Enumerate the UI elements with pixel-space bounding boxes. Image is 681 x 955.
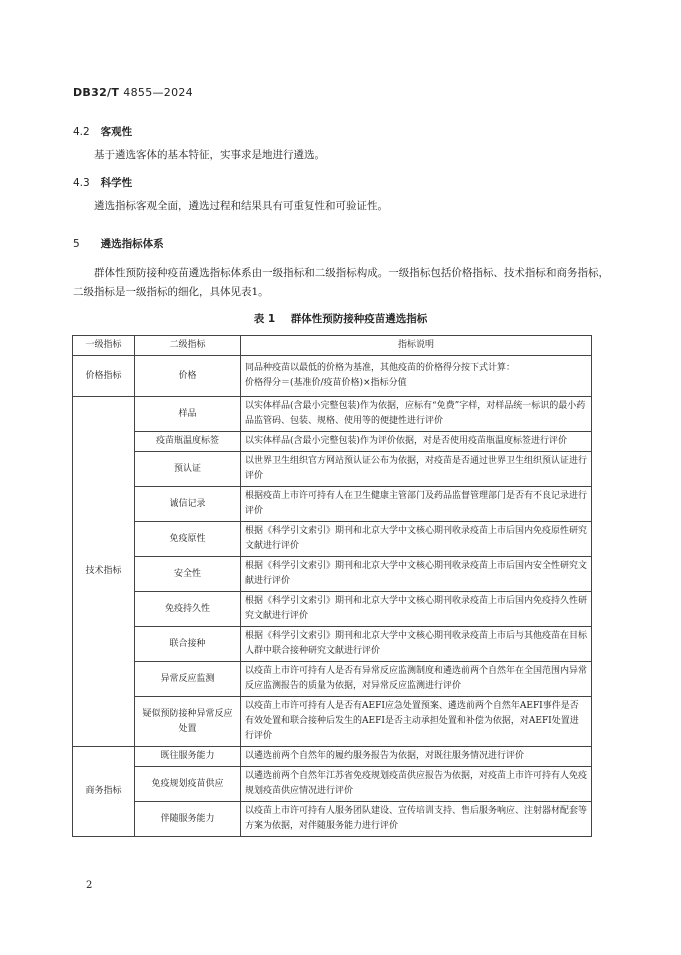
table-row: [73, 802, 592, 837]
level2-cell: 疑似预防接种异常反应处置: [135, 697, 241, 747]
header-cell: 指标说明: [241, 336, 592, 356]
table-caption: [0, 311, 681, 326]
level2-cell: 免疫持久性: [135, 592, 241, 627]
description-cell: 以世界卫生组织官方网站预认证公布为依据，对疫苗是否通过世界卫生组织预认证进行评价: [241, 452, 592, 487]
section-body-5: 群体性预防接种疫苗遴选指标体系由一级指标和二级指标构成。一级指标包括价格指标、技术指标和商务指标，二级指标是一级指标的细化，具体见表1。: [73, 267, 609, 298]
section-body-4-3: 遴选指标客观全面，遴选过程和结果具有可重复性和可验证性。: [94, 200, 388, 212]
description-cell: 根据《科学引文索引》期刊和北京大学中文核心期刊收录疫苗上市后国内安全性研究文献进行评价: [241, 557, 592, 592]
description-cell: 根据《科学引文索引》期刊和北京大学中文核心期刊收录疫苗上市后国内免疫原性研究文献进行评价: [241, 522, 592, 557]
level2-cell: 安全性: [135, 557, 241, 592]
section-title: 科学性: [100, 177, 133, 189]
description-cell: 以遴选前两个自然年的履约服务报告为依据，对既往服务情况进行评价: [241, 747, 592, 767]
standard-prefix: DB32/T: [73, 86, 120, 99]
description-cell: 以疫苗上市许可持有人是否有异常反应监测制度和遴选前两个自然年在全国范围内异常反应监测报告的质量为依据，对异常反应监测进行评价: [241, 662, 592, 697]
table-row: [73, 592, 592, 627]
description-cell: 以遴选前两个自然年江苏省免疫规划疫苗供应报告为依据，对疫苗上市许可持有人免疫规划疫苗供应情况进行评价: [241, 767, 592, 802]
header-cell: 一级指标: [73, 336, 135, 356]
table-row: [73, 747, 592, 767]
table-label: 表 1: [253, 313, 276, 325]
description-cell: 根据《科学引文索引》期刊和北京大学中文核心期刊收录疫苗上市后与其他疫苗在目标人群中联合接种研究文献进行评价: [241, 627, 592, 662]
level2-cell: 诚信记录: [135, 487, 241, 522]
description-cell: [241, 356, 592, 397]
table-row: [73, 557, 592, 592]
section-heading-5: [73, 236, 164, 251]
section-heading-4-2: [73, 124, 132, 139]
table-row: [73, 662, 592, 697]
level2-cell: 联合接种: [135, 627, 241, 662]
section-title: 客观性: [100, 126, 133, 138]
description-line: 同品种疫苗以最低的价格为基准，其他疫苗的价格得分按下式计算：: [245, 363, 516, 373]
section-body-4-2: 基于遴选客体的基本特征，实事求是地进行遴选。: [94, 149, 325, 161]
description-cell: 根据疫苗上市许可持有人在卫生健康主管部门及药品监督管理部门是否有不良记录进行评价: [241, 487, 592, 522]
level2-cell: 样品: [135, 397, 241, 432]
table-row: [73, 487, 592, 522]
level2-cell: 既往服务能力: [135, 747, 241, 767]
header-cell: 二级指标: [135, 336, 241, 356]
table-row: [73, 522, 592, 557]
level2-cell: 免疫规划疫苗供应: [135, 767, 241, 802]
level2-cell: 异常反应监测: [135, 662, 241, 697]
description-cell: 以实体样品(含最小完整包装)作为评价依据，对是否使用疫苗瓶温度标签进行评价: [241, 432, 592, 452]
table-row: [73, 356, 592, 397]
table-row: [73, 627, 592, 662]
description-cell: 以实体样品(含最小完整包装)作为依据，应标有“免费”字样，对样品统一标识的最小药品监管码、包装、规格、使用等的便捷性进行评价: [241, 397, 592, 432]
section-title: 遴选指标体系: [100, 238, 164, 250]
table-row: [73, 767, 592, 802]
level2-cell: 疫苗瓶温度标签: [135, 432, 241, 452]
section-number: 4.2: [73, 126, 90, 138]
table-row: [73, 397, 592, 432]
price-formula: 价格得分＝(基准价/疫苗价格)×指标分值: [245, 378, 407, 388]
level1-cell: 商务指标: [73, 747, 135, 837]
table-title: 群体性预防接种疫苗遴选指标: [290, 313, 428, 325]
section-number: 4.3: [73, 177, 90, 189]
description-cell: 以疫苗上市许可持有人是否有AEFI应急处置预案、遴选前两个自然年AEFI事件是否有效处置和联合接种后发生的AEFI是否主动承担处置和补偿为依据，对AEFI处置进行评价: [241, 697, 592, 747]
page-number: 2: [86, 880, 93, 891]
description-cell: 根据《科学引文索引》期刊和北京大学中文核心期刊收录疫苗上市后国内免疫持久性研究文献进行评价: [241, 592, 592, 627]
level1-cell: 价格指标: [73, 356, 135, 397]
indicator-table: [72, 335, 592, 837]
standard-number: 4855—2024: [123, 86, 193, 99]
section-number: 5: [73, 238, 80, 250]
table-header-row: [73, 336, 592, 356]
level2-cell: 价格: [135, 356, 241, 397]
document-header: [73, 86, 193, 99]
table-row: [73, 697, 592, 747]
level1-cell: 技术指标: [73, 397, 135, 747]
level2-cell: 预认证: [135, 452, 241, 487]
table-row: [73, 452, 592, 487]
section-heading-4-3: [73, 175, 132, 190]
level2-cell: 免疫原性: [135, 522, 241, 557]
description-cell: 以疫苗上市许可持有人服务团队建设、宣传培训支持、售后服务响应、注射器材配套等方案为依据，对伴随服务能力进行评价: [241, 802, 592, 837]
table-row: [73, 432, 592, 452]
level2-cell: 伴随服务能力: [135, 802, 241, 837]
